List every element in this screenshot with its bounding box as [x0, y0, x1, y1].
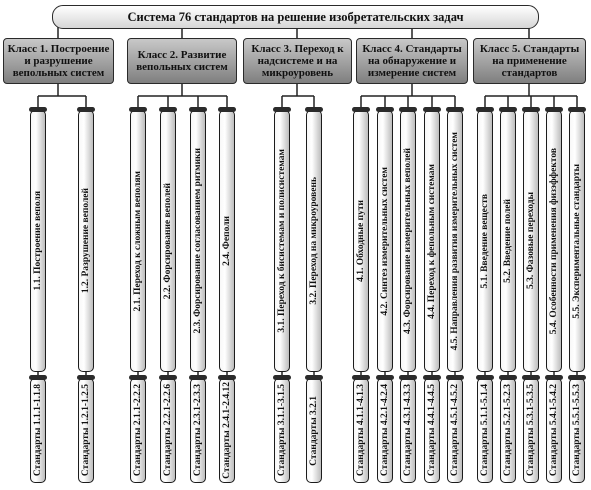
column-cap — [499, 107, 517, 112]
subclass-1-1-column — [30, 110, 46, 372]
column-cap — [376, 107, 394, 112]
subclass-5-3-column — [523, 110, 539, 372]
column-cap — [305, 107, 323, 112]
standards-1-1-label: Стандарты 1.1.1-1.1.8 — [33, 384, 43, 477]
column-cap — [129, 107, 147, 112]
subclass-2-3-column — [190, 110, 206, 372]
column-cap — [423, 107, 441, 112]
column-cap — [352, 107, 370, 112]
column-cap — [77, 375, 95, 380]
subclass-3-2-label: 3.2. Переход на микроуровень — [309, 177, 319, 305]
subclass-3-1-column — [274, 110, 290, 372]
standards-5-2-column — [500, 378, 516, 483]
column-cap — [29, 375, 47, 380]
subclass-4-1-label: 4.1. Обходные пути — [356, 200, 366, 282]
standards-4-5-label: Стандарты 4.5.1-4.5.2 — [450, 384, 460, 477]
standards-4-3-column — [400, 378, 416, 483]
class-2-box: Класс 2. Развитие вепольных систем — [127, 38, 237, 84]
subclass-5-1-label: 5.1. Введение веществ — [480, 193, 490, 289]
subclass-5-5-column — [569, 110, 585, 372]
subclass-4-5-column — [447, 110, 463, 372]
column-cap — [159, 107, 177, 112]
standards-2-3-column — [190, 378, 206, 483]
column-cap — [399, 375, 417, 380]
column-cap — [522, 375, 540, 380]
subclass-2-3-label: 2.3. Форсирование согласованием ритмики — [193, 148, 203, 334]
column-cap — [273, 107, 291, 112]
standards-3-1-label: Стандарты 3.1.1-3.1.5 — [277, 384, 287, 477]
subclass-5-4-label: 5.4. Особенности применения физэффектов — [549, 147, 559, 335]
standards-1-2-column — [78, 378, 94, 483]
column-cap — [568, 375, 586, 380]
column-cap — [545, 375, 563, 380]
class-1-box: Класс 1. Построение и разрушение вепольных систем — [3, 38, 114, 84]
column-cap — [499, 375, 517, 380]
column-cap — [352, 375, 370, 380]
standards-1-2-label: Стандарты 1.2.1-1.2.5 — [81, 384, 91, 477]
subclass-2-4-label: 2.4. Феполи — [222, 216, 232, 266]
standards-4-1-column — [353, 378, 369, 483]
subclass-1-2-label: 1.2. Разрушение веполей — [81, 188, 91, 294]
column-cap — [218, 375, 236, 380]
subclass-5-1-column — [477, 110, 493, 372]
standards-5-1-column — [477, 378, 493, 483]
subclass-5-4-column — [546, 110, 562, 372]
subclass-4-2-column — [377, 110, 393, 372]
column-cap — [476, 375, 494, 380]
column-cap — [189, 107, 207, 112]
subclass-5-3-label: 5.3. Фазовые переходы — [526, 192, 536, 290]
column-cap — [568, 107, 586, 112]
standards-2-3-label: Стандарты 2.3.1-2.3.3 — [193, 384, 203, 477]
subclass-4-3-column — [400, 110, 416, 372]
standards-2-2-label: Стандарты 2.2.1-2.2.6 — [163, 384, 173, 477]
column-cap — [423, 375, 441, 380]
subclass-2-4-column — [219, 110, 235, 372]
column-cap — [218, 107, 236, 112]
standards-4-5-column — [447, 378, 463, 483]
standards-4-1-label: Стандарты 4.1.1-4.1.3 — [356, 384, 366, 477]
diagram-title: Система 76 стандартов на решение изобретательских задач — [52, 5, 539, 29]
column-cap — [399, 107, 417, 112]
subclass-3-1-label: 3.1. Переход к бисистемам и полисистемам — [277, 149, 287, 333]
subclass-5-5-label: 5.5. Экспериментальные стандарты — [572, 163, 582, 319]
column-cap — [446, 107, 464, 112]
standards-5-1-label: Стандарты 5.1.1-5.1.4 — [480, 384, 490, 477]
subclass-4-4-label: 4.4. Переход к фепольным системам — [427, 163, 437, 319]
column-cap — [189, 375, 207, 380]
subclass-4-3-label: 4.3. Форсирование измерительных веполей — [403, 147, 413, 335]
column-cap — [446, 375, 464, 380]
subclass-2-1-column — [130, 110, 146, 372]
standards-2-1-label: Стандарты 2.1.1-2.2.2 — [133, 384, 143, 477]
standards-5-5-column — [569, 378, 585, 483]
standards-2-4-column — [219, 378, 235, 483]
column-cap — [545, 107, 563, 112]
standards-5-2-label: Стандарты 5.2.1-5.2.3 — [503, 384, 513, 477]
standards-4-2-column — [377, 378, 393, 483]
standards-1-1-column — [30, 378, 46, 483]
subclass-3-2-column — [306, 110, 322, 372]
standards-2-1-column — [130, 378, 146, 483]
class-5-box: Класс 5. Стандарты на применение стандартов — [473, 38, 586, 84]
column-cap — [476, 107, 494, 112]
standards-4-4-label: Стандарты 4.4.1-4.4.5 — [427, 384, 437, 477]
subclass-2-1-label: 2.1. Переход к сложным веполям — [133, 170, 143, 312]
subclass-4-1-column — [353, 110, 369, 372]
subclass-4-2-label: 4.2. Синтез измерительных систем — [380, 166, 390, 316]
column-cap — [273, 375, 291, 380]
subclass-4-5-label: 4.5. Направления развития измерительных систем — [450, 131, 460, 351]
subclass-1-1-label: 1.1. Построение веполя — [33, 191, 43, 291]
standards-3-1-column — [274, 378, 290, 483]
subclass-4-4-column — [424, 110, 440, 372]
standards-2-2-column — [160, 378, 176, 483]
standards-5-4-label: Стандарты 5.4.1-5.4.2 — [549, 384, 559, 477]
standards-5-3-column — [523, 378, 539, 483]
standards-4-4-column — [424, 378, 440, 483]
standards-4-2-label: Стандарты 4.2.1-4.2.4 — [380, 384, 390, 477]
column-cap — [77, 107, 95, 112]
standards-3-2-column — [306, 378, 322, 483]
column-cap — [159, 375, 177, 380]
standards-5-3-label: Стандарты 5.3.1-5.3.5 — [526, 384, 536, 477]
subclass-5-2-label: 5.2. Введение полей — [503, 199, 513, 283]
column-cap — [376, 375, 394, 380]
standards-4-3-label: Стандарты 4.3.1-4.3.3 — [403, 384, 413, 477]
class-4-box: Класс 4. Стандарты на обнаружение и измерение систем — [356, 38, 468, 84]
subclass-5-2-column — [500, 110, 516, 372]
standards-5-5-label: Стандарты 5.5.1-5.5.3 — [572, 384, 582, 477]
standards-5-4-column — [546, 378, 562, 483]
subclass-1-2-column — [78, 110, 94, 372]
subclass-2-2-column — [160, 110, 176, 372]
column-cap — [29, 107, 47, 112]
column-cap — [305, 375, 323, 380]
class-3-box: Класс 3. Переход к надсистеме и на микроуровень — [243, 38, 352, 84]
subclass-2-2-label: 2.2. Форсирование веполей — [163, 182, 173, 300]
column-cap — [129, 375, 147, 380]
column-cap — [522, 107, 540, 112]
standards-3-2-label: Стандарты 3.2.1 — [309, 395, 319, 466]
standards-2-4-label: Стандарты 2.4.1-2.4.12 — [222, 382, 232, 479]
